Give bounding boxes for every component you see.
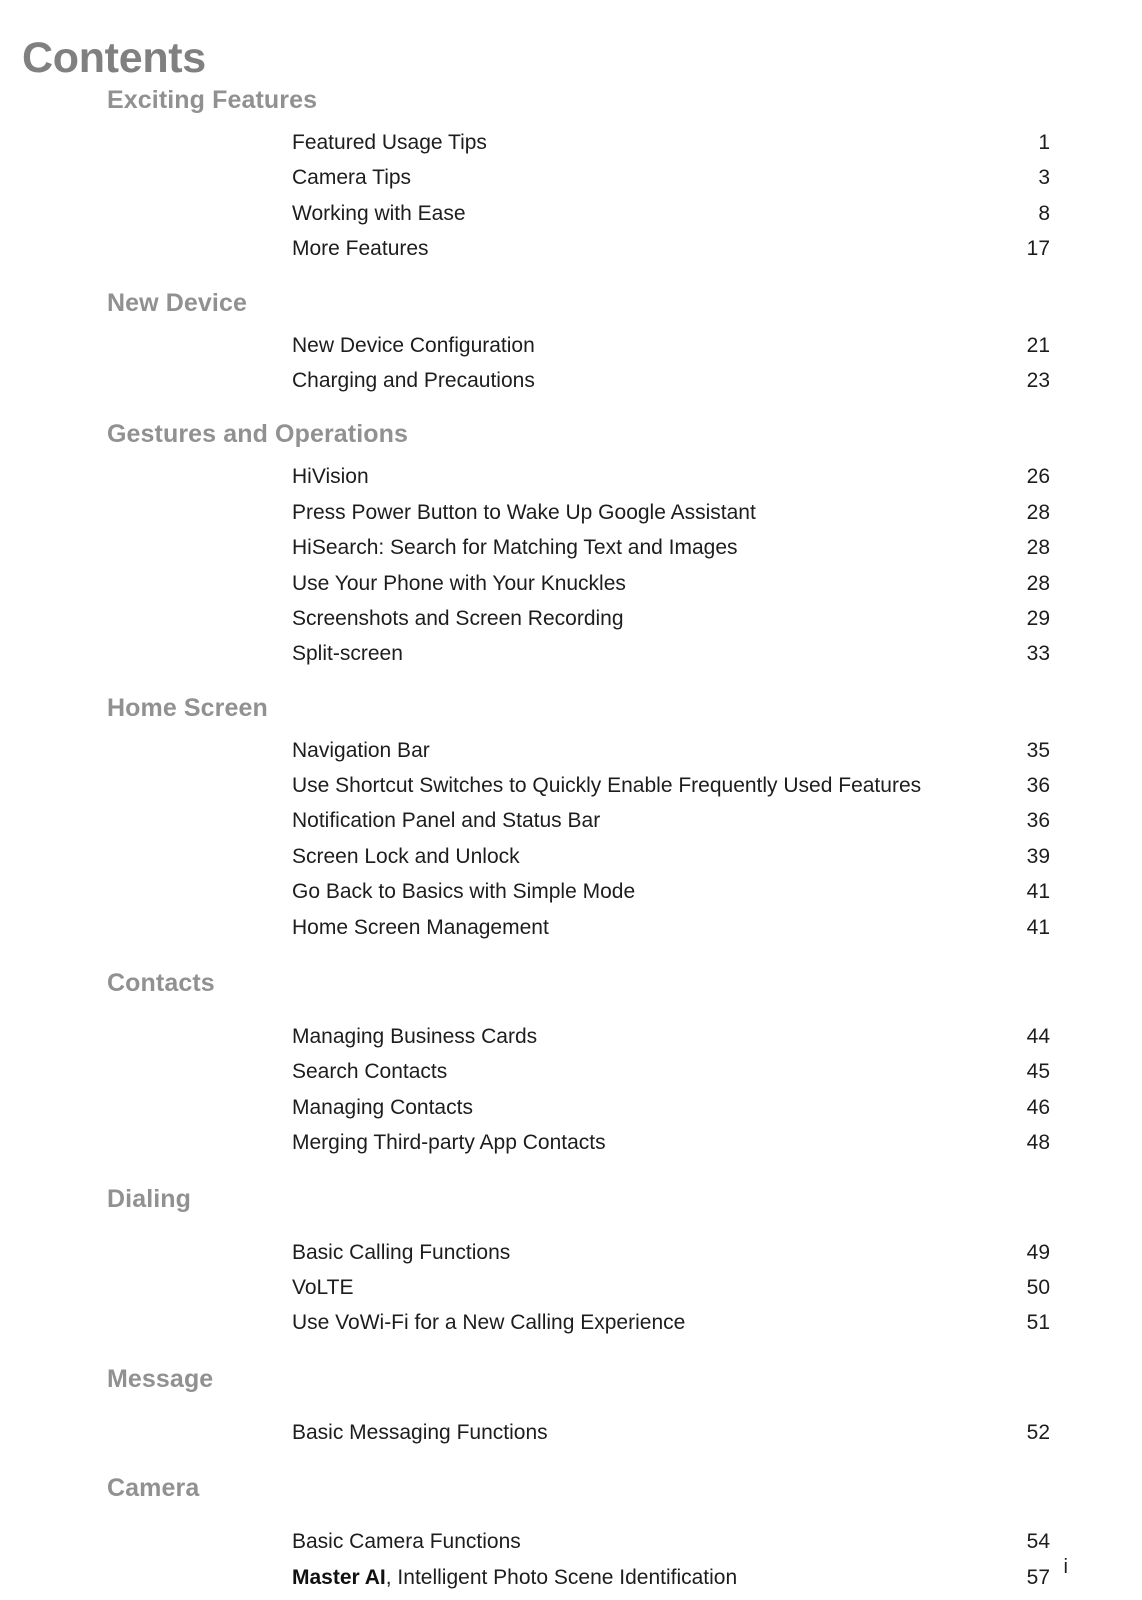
toc-entry-page-number: 44 <box>1026 1025 1050 1049</box>
toc-entry[interactable] <box>292 1560 1142 1595</box>
toc-entry-label: Basic Messaging Functions <box>292 1420 548 1444</box>
toc-entry[interactable] <box>292 874 1142 909</box>
toc-entry-page-number: 52 <box>1026 1420 1050 1444</box>
toc-entry-label: Camera Tips <box>292 166 412 190</box>
toc-entry-label: Basic Camera Functions <box>292 1530 521 1554</box>
toc-entry[interactable] <box>292 803 1142 838</box>
toc-entry-page-number: 21 <box>1026 333 1050 357</box>
toc-entry-page-number: 45 <box>1026 1060 1050 1084</box>
toc-entry-page-number: 57 <box>1026 1565 1050 1589</box>
toc-entry-label: Featured Usage Tips <box>292 131 487 154</box>
toc-entry-label: Working with Ease <box>292 201 466 225</box>
page-title: Contents <box>22 33 206 82</box>
toc-entry-page-number: 39 <box>1026 844 1050 868</box>
toc-entry-label: Merging Third-party App Contacts <box>292 1131 606 1155</box>
toc-section <box>0 971 1142 1161</box>
toc-entry[interactable] <box>292 1305 1142 1340</box>
toc-entry-label: Navigation Bar <box>292 738 430 762</box>
toc-entry-list <box>0 1415 1142 1450</box>
toc-entry-page-number: 48 <box>1026 1131 1050 1155</box>
toc-entry-page-number: 29 <box>1026 606 1050 630</box>
toc-entry[interactable] <box>292 1524 1142 1559</box>
toc-entry-list <box>0 1235 1142 1341</box>
page-folio: i <box>1063 1556 1068 1578</box>
toc-section-heading: Home Screen <box>107 693 268 722</box>
toc-section <box>0 88 1142 267</box>
toc-entry[interactable] <box>292 125 1142 160</box>
toc-entry-page-number: 36 <box>1026 809 1050 833</box>
toc-entry-list <box>0 459 1142 671</box>
toc-entry[interactable] <box>292 1125 1142 1160</box>
toc-entry[interactable] <box>292 160 1142 195</box>
toc-entry-page-number: 35 <box>1026 738 1050 762</box>
toc-entry[interactable] <box>292 530 1142 565</box>
toc-section <box>0 1364 1142 1450</box>
toc-entry-page-number: 41 <box>1026 880 1050 904</box>
toc-entry-page-number: 17 <box>1026 237 1050 261</box>
toc-entry[interactable] <box>292 1270 1142 1305</box>
toc-section <box>0 1476 1142 1595</box>
toc-entry-label: Screen Lock and Unlock <box>292 844 520 868</box>
toc-entry-label: Managing Contacts <box>292 1095 473 1119</box>
toc-entry-page-number: 23 <box>1026 368 1050 392</box>
toc-section-heading: Gestures and Operations <box>107 420 408 449</box>
toc-entry-label: Search Contacts <box>292 1060 448 1084</box>
toc-entry-label: Press Power Button to Wake Up Google Assistant <box>292 500 756 524</box>
toc-entry[interactable] <box>292 636 1142 671</box>
toc-entry-label: Managing Business Cards <box>292 1025 538 1049</box>
toc-entry[interactable] <box>292 495 1142 530</box>
toc-entry-list <box>0 733 1142 945</box>
toc-entry[interactable] <box>292 1235 1142 1270</box>
toc-section-heading: Contacts <box>107 969 215 998</box>
toc-entry-label: New Device Configuration <box>292 333 535 357</box>
toc-entry-page-number: 50 <box>1026 1275 1050 1299</box>
toc-entry-label: Use Shortcut Switches to Quickly Enable Frequently Used Features <box>292 774 922 798</box>
toc-section-heading: Camera <box>107 1474 200 1503</box>
toc-entry[interactable] <box>292 566 1142 601</box>
toc-entry[interactable] <box>292 768 1142 803</box>
toc-entry-label-emphasis: Master AI <box>292 1565 386 1589</box>
toc-entry[interactable] <box>292 733 1142 768</box>
toc-section <box>0 422 1142 671</box>
toc-entry[interactable] <box>292 328 1142 363</box>
toc-entry-list <box>0 125 1142 267</box>
toc-section-heading: Message <box>107 1364 214 1393</box>
toc-entry-list <box>0 1524 1142 1595</box>
toc-entry[interactable] <box>292 910 1142 945</box>
toc-entry-label: Charging and Precautions <box>292 368 535 392</box>
toc-entry-label: Use VoWi-Fi for a New Calling Experience <box>292 1311 686 1335</box>
toc-entry-label: Use Your Phone with Your Knuckles <box>292 571 626 595</box>
toc-entry-page-number: 41 <box>1026 915 1050 939</box>
toc-section-heading: Dialing <box>107 1184 192 1213</box>
table-of-contents <box>0 88 1142 1595</box>
toc-entry-page-number: 28 <box>1026 500 1050 524</box>
toc-entry[interactable] <box>292 459 1142 494</box>
toc-entry-page-number: 49 <box>1026 1240 1050 1264</box>
toc-entry[interactable] <box>292 1019 1142 1054</box>
toc-entry-label-rest: , Intelligent Photo Scene Identification <box>385 1565 738 1589</box>
toc-entry-label: Home Screen Management <box>292 915 549 939</box>
toc-entry[interactable] <box>292 1054 1142 1089</box>
toc-entry[interactable] <box>292 1415 1142 1450</box>
toc-entry-page-number: 54 <box>1026 1530 1050 1554</box>
toc-entry[interactable] <box>292 839 1142 874</box>
toc-entry-page-number: 28 <box>1026 536 1050 560</box>
toc-entry[interactable] <box>292 196 1142 231</box>
toc-entry-page-number: 26 <box>1026 465 1050 489</box>
toc-section-heading: New Device <box>107 288 247 317</box>
toc-section-heading: Exciting Features <box>107 86 318 114</box>
toc-entry-label: More Features <box>292 237 429 261</box>
toc-entry-label <box>292 1566 737 1589</box>
toc-section <box>0 1184 1142 1341</box>
toc-entry-page-number: 8 <box>1038 201 1050 225</box>
toc-entry-list <box>0 328 1142 399</box>
toc-entry-list <box>0 1019 1142 1161</box>
toc-entry-label: Basic Calling Functions <box>292 1240 511 1264</box>
toc-entry-label: Go Back to Basics with Simple Mode <box>292 880 636 904</box>
toc-entry-label: HiSearch: Search for Matching Text and Images <box>292 536 738 560</box>
toc-section <box>0 693 1142 945</box>
toc-entry-label: VoLTE <box>292 1275 354 1299</box>
toc-entry-page-number: 46 <box>1026 1095 1050 1119</box>
toc-entry[interactable] <box>292 601 1142 636</box>
toc-entry-page-number: 36 <box>1026 774 1050 798</box>
toc-entry-label: Notification Panel and Status Bar <box>292 809 601 833</box>
toc-entry-page-number: 51 <box>1026 1311 1050 1335</box>
toc-entry-label: HiVision <box>292 465 369 489</box>
toc-entry-page-number: 33 <box>1026 642 1050 666</box>
toc-entry-page-number: 28 <box>1026 571 1050 595</box>
toc-entry-page-number: 1 <box>1038 131 1050 154</box>
toc-entry-label: Split-screen <box>292 642 403 666</box>
toc-entry[interactable] <box>292 231 1142 266</box>
toc-entry-page-number: 3 <box>1038 166 1050 190</box>
toc-entry[interactable] <box>292 363 1142 398</box>
toc-entry[interactable] <box>292 1090 1142 1125</box>
toc-entry-label: Screenshots and Screen Recording <box>292 606 624 630</box>
toc-section <box>0 288 1142 399</box>
